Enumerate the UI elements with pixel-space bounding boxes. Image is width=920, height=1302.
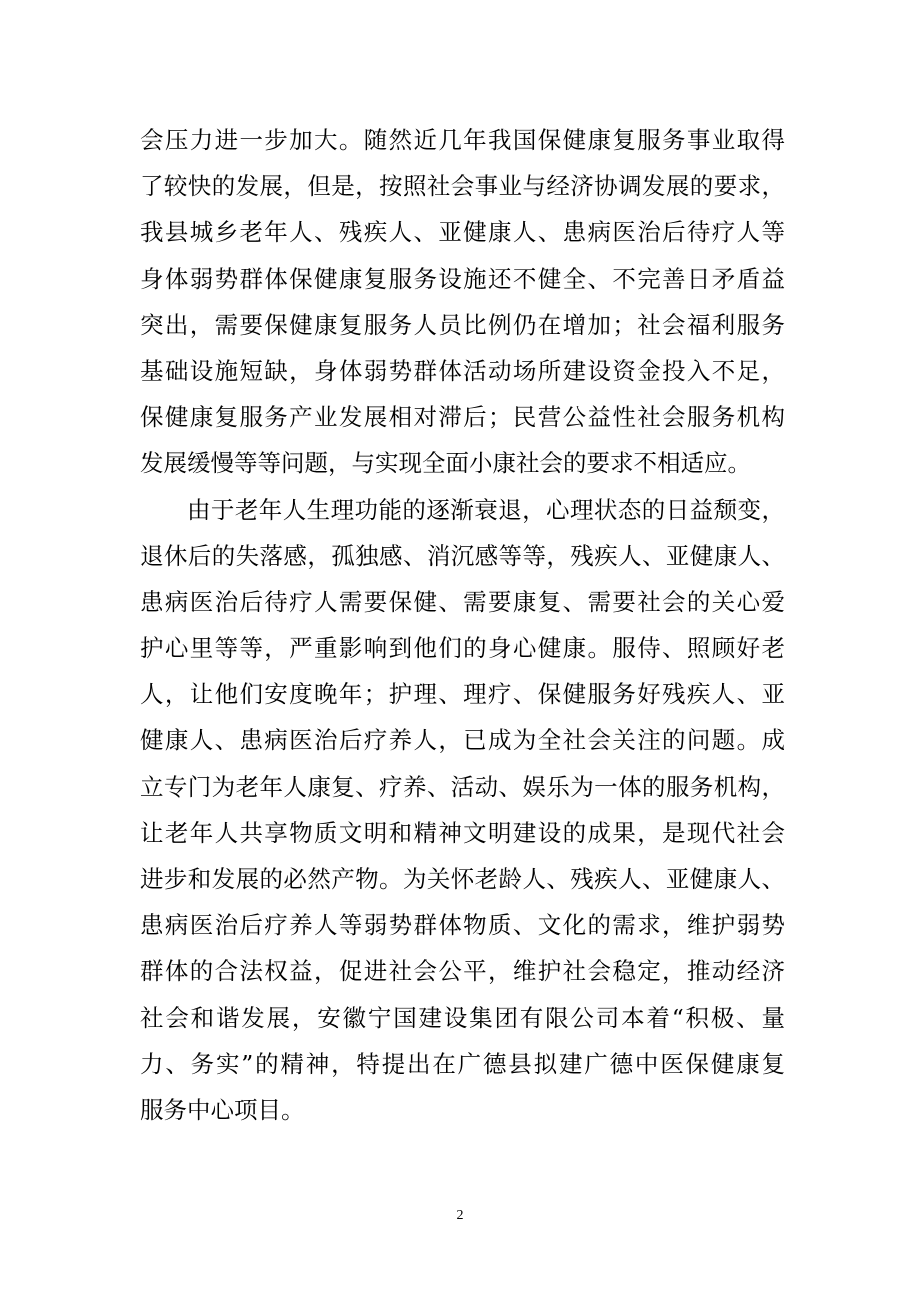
text-line: 让老年人共享物质文明和精神文明建设的成果，是现代社会: [140, 818, 785, 847]
text-line: 人，让他们安度晚年；护理、理疗、保健服务好残疾人、亚: [140, 680, 785, 709]
page-number: 2: [456, 1208, 464, 1223]
text-line: 护心里等等，严重影响到他们的身心健康。服侍、照顾好老: [140, 634, 785, 663]
text-line: 患病医治后待疗人需要保健、需要康复、需要社会的关心爱: [140, 587, 785, 616]
text-line: 健康人、患病医治后疗养人，已成为全社会关注的问题。成: [140, 726, 785, 755]
text-line: 社会和谐发展，安徽宁国建设集团有限公司本着“积极、量: [140, 1003, 785, 1032]
text-line: 了较快的发展，但是，按照社会事业与经济协调发展的要求，: [140, 172, 785, 201]
text-line: 我县城乡老年人、残疾人、亚健康人、患病医治后待疗人等: [140, 218, 785, 247]
text-line: 突出，需要保健康复服务人员比例仍在增加；社会福利服务: [140, 310, 785, 339]
text-line: 进步和发展的必然产物。为关怀老龄人、残疾人、亚健康人、: [140, 865, 785, 893]
text-line: 患病医治后疗养人等弱势群体物质、文化的需求，维护弱势: [140, 911, 785, 940]
text-line: 退休后的失落感，孤独感、消沉感等等，残疾人、亚健康人、: [140, 541, 785, 570]
text-line: 身体弱势群体保健康复服务设施还不健全、不完善日矛盾益: [140, 264, 785, 293]
text-line: 力、务实”的精神，特提出在广德县拟建广德中医保健康复: [140, 1049, 785, 1078]
text-line: 发展缓慢等等问题，与实现全面小康社会的要求不相适应。: [140, 449, 751, 478]
text-line: 服务中心项目。: [140, 1095, 305, 1124]
body-text: [140, 117, 785, 1133]
text-line: 基础设施短缺，身体弱势群体活动场所建设资金投入不足，: [140, 356, 785, 385]
text-line: 立专门为老年人康复、疗养、活动、娱乐为一体的服务机构，: [140, 772, 785, 801]
text-line: 保健康复服务产业发展相对滞后；民营公益性社会服务机构: [140, 403, 785, 432]
text-line: 会压力进一步加大。随然近几年我国保健康复服务事业取得: [140, 126, 785, 154]
paragraph-2: [140, 487, 785, 1134]
text-line: 群体的合法权益，促进社会公平，维护社会稳定，推动经济: [140, 957, 785, 986]
paragraph-1: [140, 117, 785, 487]
text-line: 由于老年人生理功能的逐渐衰退，心理状态的日益颓变，: [187, 495, 785, 524]
